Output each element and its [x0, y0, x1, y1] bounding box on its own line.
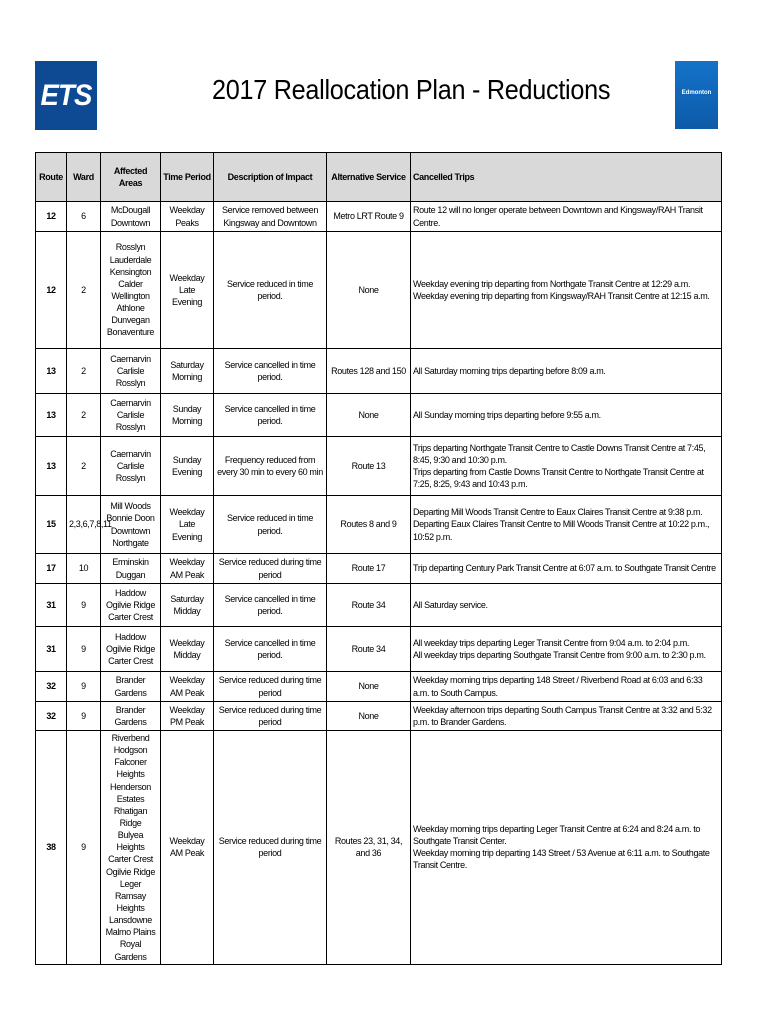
affected-area: Brander Gardens — [114, 704, 147, 727]
affected-area: Wellington — [111, 291, 150, 301]
affected-area: Brander Gardens — [114, 675, 147, 698]
reductions-table — [35, 152, 722, 965]
ward-cell: 2,3,6,7,8,11 — [67, 496, 101, 554]
affected-area: Bulyea Heights — [116, 830, 145, 853]
time-period-cell: Sunday Evening — [161, 437, 214, 496]
cancelled-trips-cell — [411, 232, 722, 349]
table-row — [36, 232, 722, 349]
affected-area: Rosslyn — [115, 422, 146, 433]
alternative-service-cell: None — [327, 394, 411, 437]
affected-areas-cell — [101, 202, 161, 232]
impact-cell: Service cancelled in time period. — [214, 349, 327, 394]
affected-area: Bonaventure — [106, 327, 155, 338]
alternative-service-cell: None — [327, 232, 411, 349]
cancelled-trips-cell — [411, 349, 722, 394]
affected-area: Malmo Plains — [105, 927, 156, 938]
table-body — [36, 202, 722, 965]
col-header-alternative-service: Alternative Service — [327, 153, 411, 202]
cancelled-trip-line: Weekday morning trip departing 143 Street / 53 Avenue at 6:11 a.m. to Southgate Transit Centre. — [413, 848, 710, 871]
affected-area: Downtown — [110, 525, 151, 536]
edmonton-logo-text: Edmonton — [681, 90, 712, 96]
col-header-cancelled-trips: Cancelled Trips — [411, 153, 722, 202]
affected-area: Carter Crest — [108, 612, 153, 623]
affected-area: Hodgson — [113, 745, 148, 756]
cancelled-trip-line: Weekday morning trips departing 148 Street / Riverbend Road at 6:03 and 6:33 a.m. to South Campus. — [413, 675, 703, 698]
time-period-cell: Weekday Peaks — [161, 202, 214, 232]
affected-area: Erminskin — [112, 557, 149, 568]
affected-area: Rhatigan Ridge — [113, 805, 148, 828]
affected-area: Caernarvin — [110, 448, 151, 459]
ward-cell: 2 — [67, 394, 101, 437]
cancelled-trip-line: All weekday trips departing Southgate Transit Centre from 9:00 a.m. to 2:30 p.m. — [413, 650, 706, 660]
route-cell: 13 — [36, 394, 67, 437]
affected-area: Falconer Heights — [114, 757, 147, 780]
affected-area: Riverbend — [111, 733, 150, 743]
alternative-service-cell: Routes 128 and 150 — [327, 349, 411, 394]
affected-area: Ogilvie Ridge — [106, 866, 155, 877]
affected-areas-cell — [101, 731, 161, 965]
impact-cell: Service reduced during time period — [214, 702, 327, 731]
ward-cell: 10 — [67, 554, 101, 584]
time-period-cell: Weekday Midday — [161, 627, 214, 672]
affected-area: Lauderdale — [109, 254, 152, 265]
route-cell: 31 — [36, 627, 67, 672]
affected-area: Ogilvie Ridge — [106, 643, 155, 654]
route-cell: 15 — [36, 496, 67, 554]
impact-cell: Service reduced in time period. — [214, 496, 327, 554]
affected-area: Carlisle — [116, 409, 145, 420]
cancelled-trip-line: Trip departing Century Park Transit Centre at 6:07 a.m. to Southgate Transit Centre — [413, 563, 716, 574]
affected-area: Caernarvin — [110, 353, 151, 364]
time-period-cell: Weekday Late Evening — [161, 232, 214, 349]
cancelled-trips-cell — [411, 672, 722, 702]
route-cell: 13 — [36, 437, 67, 496]
route-cell: 17 — [36, 554, 67, 584]
affected-area: Bonnie Doon — [106, 513, 155, 524]
affected-area: Henderson Estates — [110, 781, 151, 804]
col-header-time-period: Time Period — [161, 153, 214, 202]
table-row — [36, 437, 722, 496]
affected-areas-cell — [101, 554, 161, 584]
table-row — [36, 202, 722, 232]
affected-area: Lansdowne — [109, 915, 152, 926]
affected-area: Kensington — [109, 266, 152, 277]
cancelled-trip-line: All Saturday morning trips departing before 8:09 a.m. — [413, 365, 606, 376]
ward-cell: 6 — [67, 202, 101, 232]
edmonton-logo — [675, 61, 718, 129]
impact-cell: Service reduced during time period — [214, 672, 327, 702]
ets-logo — [35, 61, 97, 130]
table-row — [36, 702, 722, 731]
cancelled-trips-cell — [411, 627, 722, 672]
ward-cell: 9 — [67, 627, 101, 672]
affected-areas-cell — [101, 584, 161, 627]
ward-cell: 9 — [67, 584, 101, 627]
cancelled-trip-line: Weekday afternoon trips departing South Campus Transit Centre at 3:32 and 5:32 p.m. to Brander Gardens. — [413, 704, 712, 727]
affected-areas-cell — [101, 627, 161, 672]
route-cell: 12 — [36, 232, 67, 349]
alternative-service-cell: Routes 23, 31, 34, and 36 — [327, 731, 411, 965]
cancelled-trip-line: Weekday evening trip departing from Northgate Transit Centre at 12:29 a.m. — [413, 278, 691, 289]
affected-area: Rosslyn — [115, 378, 146, 389]
affected-area: Carlisle — [116, 365, 145, 376]
route-cell: 12 — [36, 202, 67, 232]
time-period-cell: Saturday Morning — [161, 349, 214, 394]
affected-area: Northgate — [112, 537, 149, 548]
impact-cell: Service cancelled in time period. — [214, 584, 327, 627]
ward-cell: 9 — [67, 672, 101, 702]
table-row — [36, 349, 722, 394]
col-header-ward: Ward — [67, 153, 101, 202]
cancelled-trip-line: Departing Eaux Claires Transit Centre to Mill Woods Transit Centre at 10:22 p.m., 10:52 p.m. — [413, 519, 710, 542]
page-title: 2017 Reallocation Plan - Reductions — [212, 74, 611, 105]
affected-area: Ogilvie Ridge — [106, 599, 155, 610]
impact-cell: Service reduced in time period. — [214, 232, 327, 349]
time-period-cell: Sunday Morning — [161, 394, 214, 437]
col-header-affected-areas: Affected Areas — [101, 153, 161, 202]
cancelled-trip-line: All Sunday morning trips departing before 9:55 a.m. — [413, 409, 601, 420]
impact-cell: Service reduced during time period — [214, 731, 327, 965]
affected-area: Duggan — [115, 569, 146, 580]
cancelled-trips-cell — [411, 554, 722, 584]
affected-area: Calder — [118, 278, 143, 289]
table-row — [36, 554, 722, 584]
affected-area: Carlisle — [116, 460, 145, 471]
affected-area: Rosslyn — [115, 473, 146, 484]
impact-cell: Service cancelled in time period. — [214, 627, 327, 672]
affected-area: Athlone — [116, 303, 145, 314]
time-period-cell: Weekday Late Evening — [161, 496, 214, 554]
cancelled-trip-line: Weekday morning trips departing Leger Transit Centre at 6:24 and 8:24 a.m. to Southgate Transit Center. — [413, 824, 701, 847]
cancelled-trip-line: All weekday trips departing Leger Transit Centre from 9:04 a.m. to 2:04 p.m. — [413, 637, 690, 648]
affected-areas-cell — [101, 702, 161, 731]
alternative-service-cell: Metro LRT Route 9 — [327, 202, 411, 232]
cancelled-trips-cell — [411, 496, 722, 554]
cancelled-trips-cell — [411, 437, 722, 496]
col-header-route: Route — [36, 153, 67, 202]
alternative-service-cell: Route 34 — [327, 584, 411, 627]
alternative-service-cell: Route 34 — [327, 627, 411, 672]
ward-cell: 9 — [67, 731, 101, 965]
impact-cell: Service removed between Kingsway and Downtown — [214, 202, 327, 232]
affected-area: Mill Woods — [110, 501, 151, 512]
time-period-cell: Weekday AM Peak — [161, 672, 214, 702]
table-row — [36, 394, 722, 437]
alternative-service-cell: None — [327, 672, 411, 702]
cancelled-trips-cell — [411, 731, 722, 965]
ward-cell: 2 — [67, 437, 101, 496]
cancelled-trip-line: Route 12 will no longer operate between Downtown and Kingsway/RAH Transit Centre. — [413, 205, 703, 228]
cancelled-trip-line: All Saturday service. — [413, 599, 488, 610]
ets-logo-text: ETS — [40, 79, 92, 112]
time-period-cell: Weekday PM Peak — [161, 702, 214, 731]
cancelled-trips-cell — [411, 702, 722, 731]
affected-area: Downtown — [110, 217, 151, 228]
time-period-cell: Weekday AM Peak — [161, 731, 214, 965]
affected-area: Caernarvin — [110, 397, 151, 408]
table-row — [36, 496, 722, 554]
table-row — [36, 627, 722, 672]
route-cell: 31 — [36, 584, 67, 627]
affected-area: Carter Crest — [108, 854, 153, 865]
cancelled-trips-cell — [411, 394, 722, 437]
cancelled-trip-line: Trips departing from Castle Downs Transit Centre to Northgate Transit Centre at 7:25, 8:25, 9:43 and 10:43 p.m. — [413, 467, 704, 490]
table-row — [36, 672, 722, 702]
alternative-service-cell: Routes 8 and 9 — [327, 496, 411, 554]
alternative-service-cell: Route 13 — [327, 437, 411, 496]
ward-cell: 9 — [67, 702, 101, 731]
alternative-service-cell: Route 17 — [327, 554, 411, 584]
route-cell: 38 — [36, 731, 67, 965]
affected-areas-cell — [101, 232, 161, 349]
impact-cell: Service cancelled in time period. — [214, 394, 327, 437]
affected-areas-cell — [101, 672, 161, 702]
ward-cell: 2 — [67, 349, 101, 394]
time-period-cell: Saturday Midday — [161, 584, 214, 627]
table-header-row — [36, 153, 722, 202]
col-header-description: Description of Impact — [214, 153, 327, 202]
table-row — [36, 731, 722, 965]
cancelled-trip-line: Weekday evening trip departing from Kingsway/RAH Transit Centre at 12:15 a.m. — [413, 291, 710, 301]
affected-area: Rosslyn — [115, 242, 146, 253]
affected-area: Carter Crest — [108, 656, 153, 667]
cancelled-trip-line: Departing Mill Woods Transit Centre to Eaux Claires Transit Centre at 9:38 p.m. — [413, 507, 703, 518]
affected-area: Haddow — [115, 587, 146, 598]
affected-area: McDougall — [110, 205, 151, 216]
affected-areas-cell — [101, 349, 161, 394]
affected-area: Dunvegan — [111, 315, 150, 326]
affected-area: Ramsay Heights — [115, 890, 146, 913]
affected-area: Royal Gardens — [114, 939, 147, 962]
route-cell: 32 — [36, 702, 67, 731]
affected-areas-cell — [101, 394, 161, 437]
alternative-service-cell: None — [327, 702, 411, 731]
cancelled-trip-line: Trips departing Northgate Transit Centre to Castle Downs Transit Centre at 7:45, 8:45, 9:30 and 10:30 p.m. — [413, 442, 706, 465]
route-cell: 32 — [36, 672, 67, 702]
cancelled-trips-cell — [411, 584, 722, 627]
affected-areas-cell — [101, 437, 161, 496]
time-period-cell: Weekday AM Peak — [161, 554, 214, 584]
impact-cell: Service reduced during time period — [214, 554, 327, 584]
affected-area: Haddow — [115, 631, 146, 642]
affected-area: Leger — [119, 878, 142, 889]
impact-cell: Frequency reduced from every 30 min to every 60 min — [214, 437, 327, 496]
table-row — [36, 584, 722, 627]
ward-cell: 2 — [67, 232, 101, 349]
route-cell: 13 — [36, 349, 67, 394]
cancelled-trips-cell — [411, 202, 722, 232]
